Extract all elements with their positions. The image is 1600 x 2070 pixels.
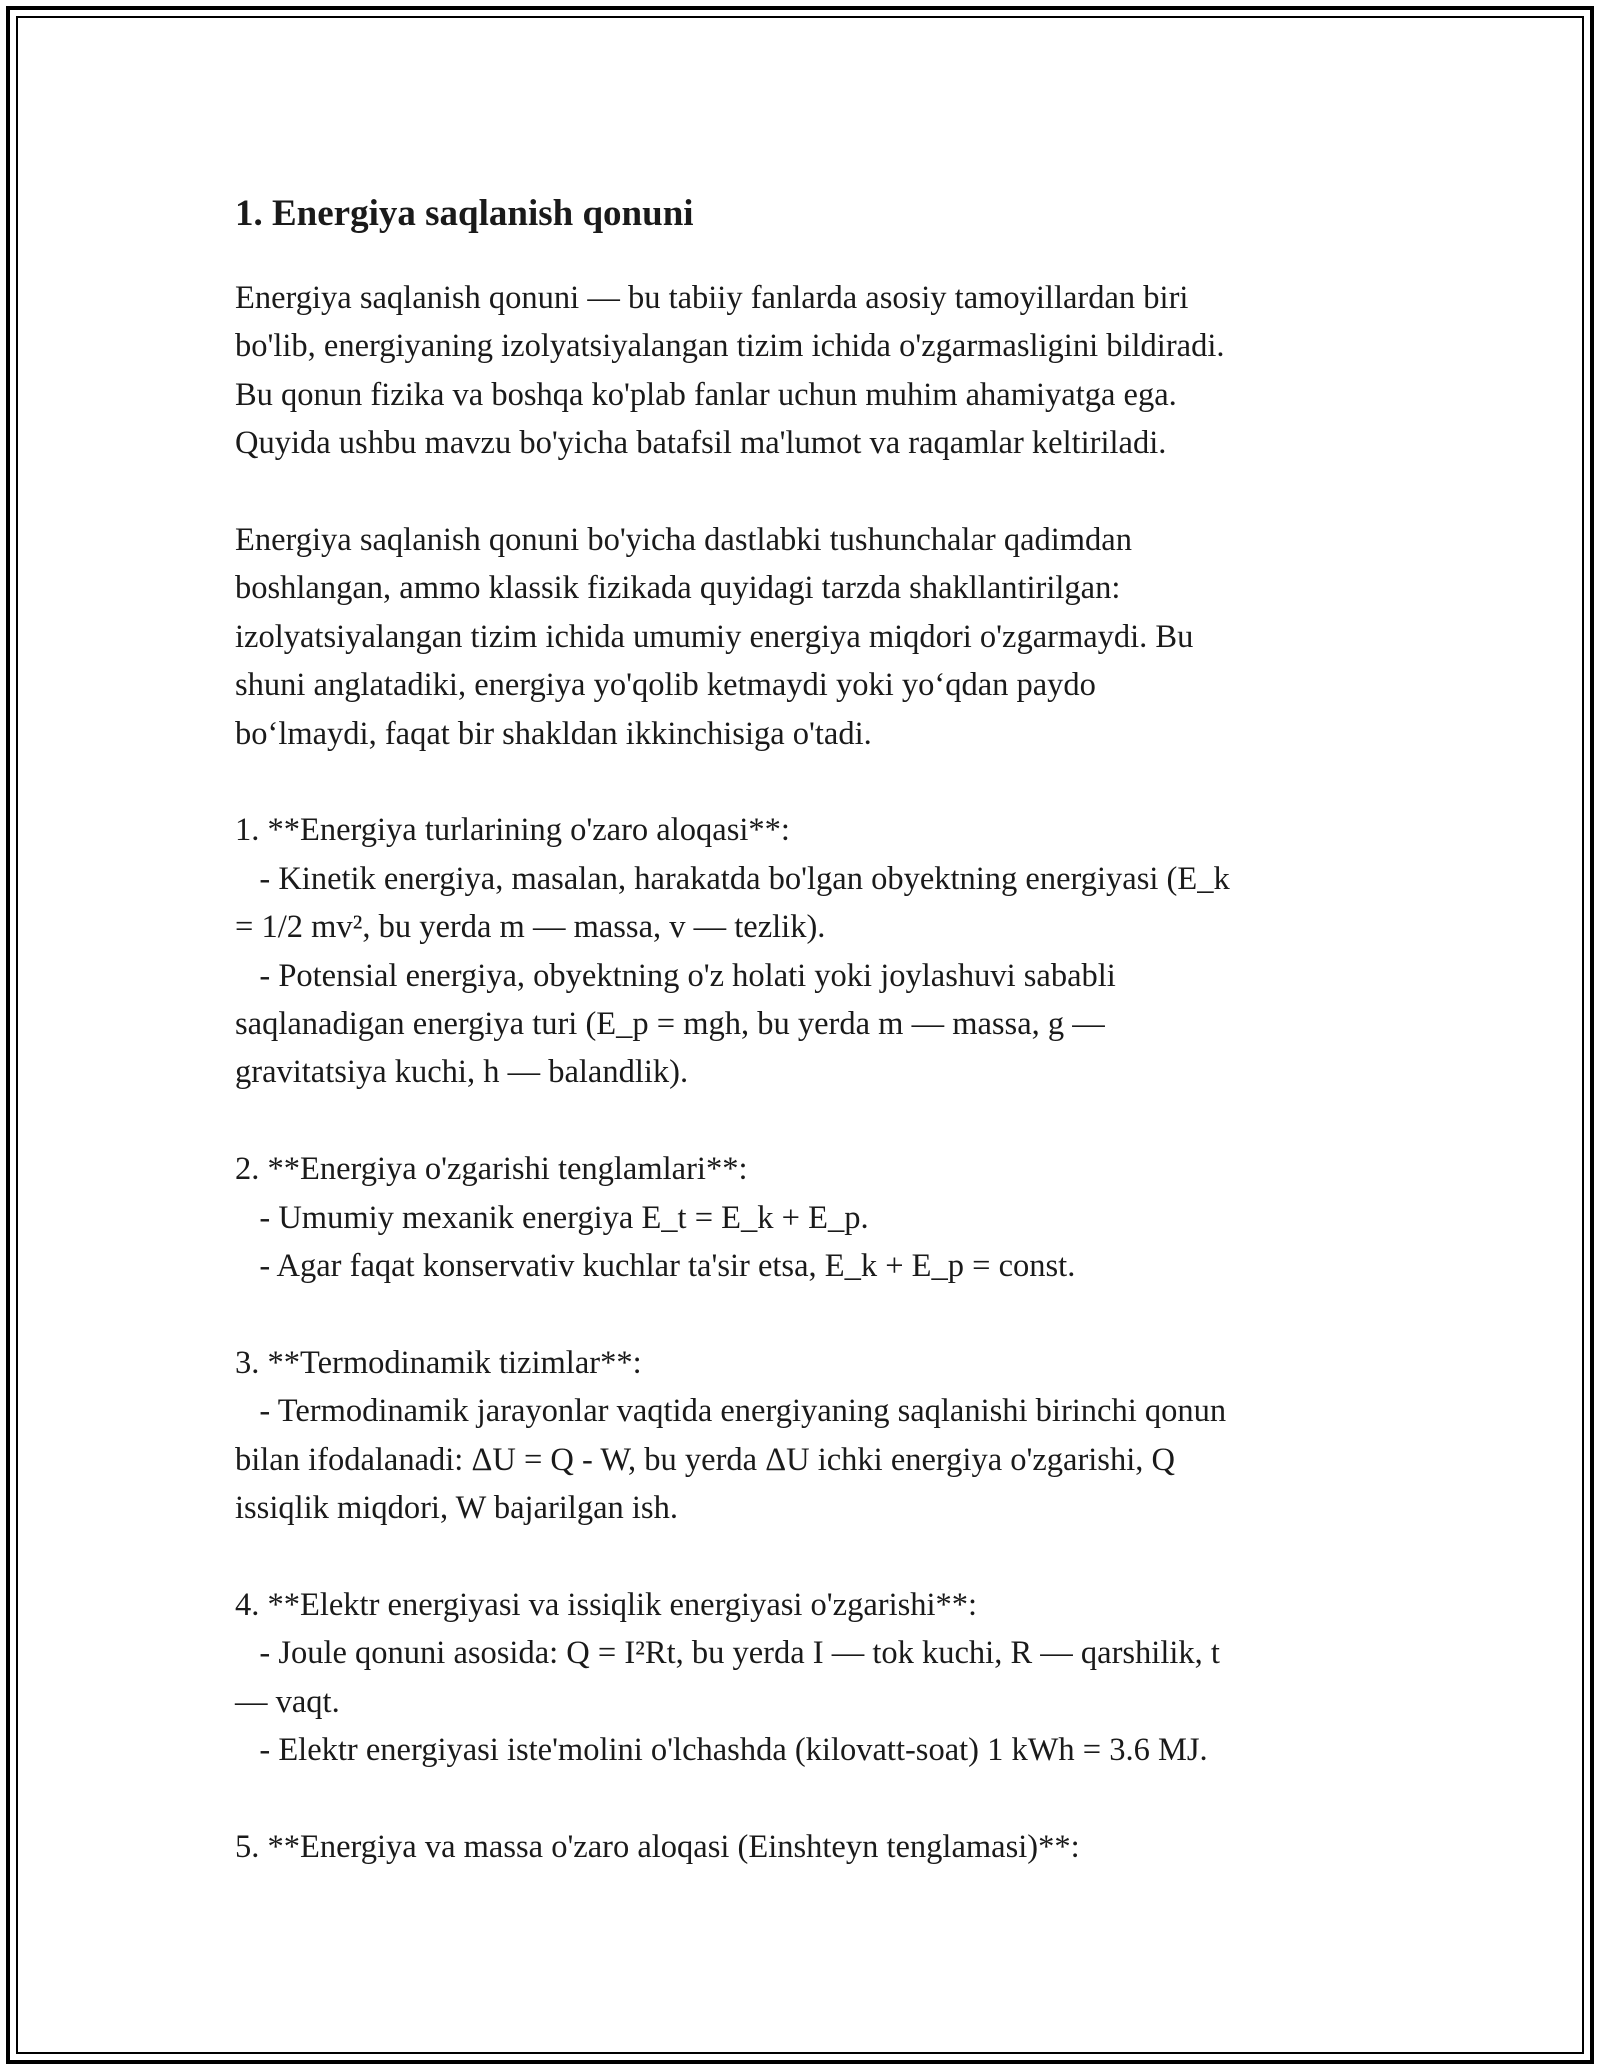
text-line: = 1/2 mv², bu yerda m — massa, v — tezlik).	[235, 909, 826, 946]
text-line: - Umumiy mexanik energiya E_t = E_k + E_p.	[235, 1199, 869, 1236]
text-line: bilan ifodalanadi: ΔU = Q - W, bu yerda ΔU ichki energiya o'zgarishi, Q	[235, 1441, 1175, 1478]
blank-line	[235, 1290, 1365, 1338]
text-line: 1. **Energiya turlarining o'zaro aloqasi**:	[235, 812, 790, 849]
text-line: Energiya saqlanish qonuni — bu tabiiy fanlarda asosiy tamoyillardan biri	[235, 280, 1189, 316]
blank-line	[235, 758, 1365, 806]
blank-line	[235, 1097, 1365, 1145]
text-line: - Termodinamik jarayonlar vaqtida energiyaning saqlanishi birinchi qonun	[235, 1393, 1227, 1430]
blank-line	[235, 1533, 1365, 1581]
document-body	[235, 186, 1365, 1871]
section-heading: 1. Energiya saqlanish qonuni	[235, 193, 694, 234]
text-line: — vaqt.	[235, 1683, 340, 1720]
blank-line	[235, 468, 1365, 516]
text-line: 3. **Termodinamik tizimlar**:	[235, 1344, 642, 1381]
text-line: bo'lib, energiyaning izolyatsiyalangan tizim ichida o'zgarmasligini bildiradi.	[235, 328, 1225, 365]
text-line: - Elektr energiyasi iste'molini o'lchashda (kilovatt-soat) 1 kWh = 3.6 MJ.	[235, 1732, 1208, 1769]
text-line: Quyida ushbu mavzu bo'yicha batafsil ma'lumot va raqamlar keltiriladi.	[235, 425, 1167, 462]
blank-line	[235, 1775, 1365, 1823]
text-line: - Agar faqat konservativ kuchlar ta'sir etsa, E_k + E_p = const.	[235, 1248, 1076, 1285]
text-line: gravitatsiya kuchi, h — balandlik).	[235, 1054, 689, 1091]
text-line: Energiya saqlanish qonuni bo'yicha dastlabki tushunchalar qadimdan	[235, 522, 1132, 559]
text-line: boshlangan, ammo klassik fizikada quyidagi tarzda shakllantirilgan:	[235, 570, 1121, 607]
text-line: issiqlik miqdori, W bajarilgan ish.	[235, 1490, 678, 1527]
text-line: 4. **Elektr energiyasi va issiqlik energiyasi o'zgarishi**:	[235, 1586, 978, 1623]
text-line: 2. **Energiya o'zgarishi tenglamlari**:	[235, 1151, 748, 1188]
text-line: shuni anglatadiki, energiya yo'qolib ketmaydi yoki yo‘qdan paydo	[235, 667, 1096, 704]
text-line: 5. **Energiya va massa o'zaro aloqasi (Einshteyn tenglamasi)**:	[235, 1828, 1080, 1865]
text-line: saqlanadigan energiya turi (E_p = mgh, bu yerda m — massa, g —	[235, 1006, 1105, 1043]
text-line: - Joule qonuni asosida: Q = I²Rt, bu yerda I — tok kuchi, R — qarshilik, t	[235, 1635, 1220, 1672]
text-line: - Kinetik energiya, masalan, harakatda bo'lgan obyektning energiyasi (E_k	[235, 860, 1230, 897]
text-lines	[235, 274, 1365, 1871]
text-line: bo‘lmaydi, faqat bir shakldan ikkinchisiga o'tadi.	[235, 715, 872, 752]
text-line: izolyatsiyalangan tizim ichida umumiy energiya miqdori o'zgarmaydi. Bu	[235, 618, 1194, 655]
text-line: Bu qonun fizika va boshqa ko'plab fanlar uchun muhim ahamiyatga ega.	[235, 376, 1177, 413]
text-line: - Potensial energiya, obyektning o'z holati yoki joylashuvi sababli	[235, 957, 1116, 994]
